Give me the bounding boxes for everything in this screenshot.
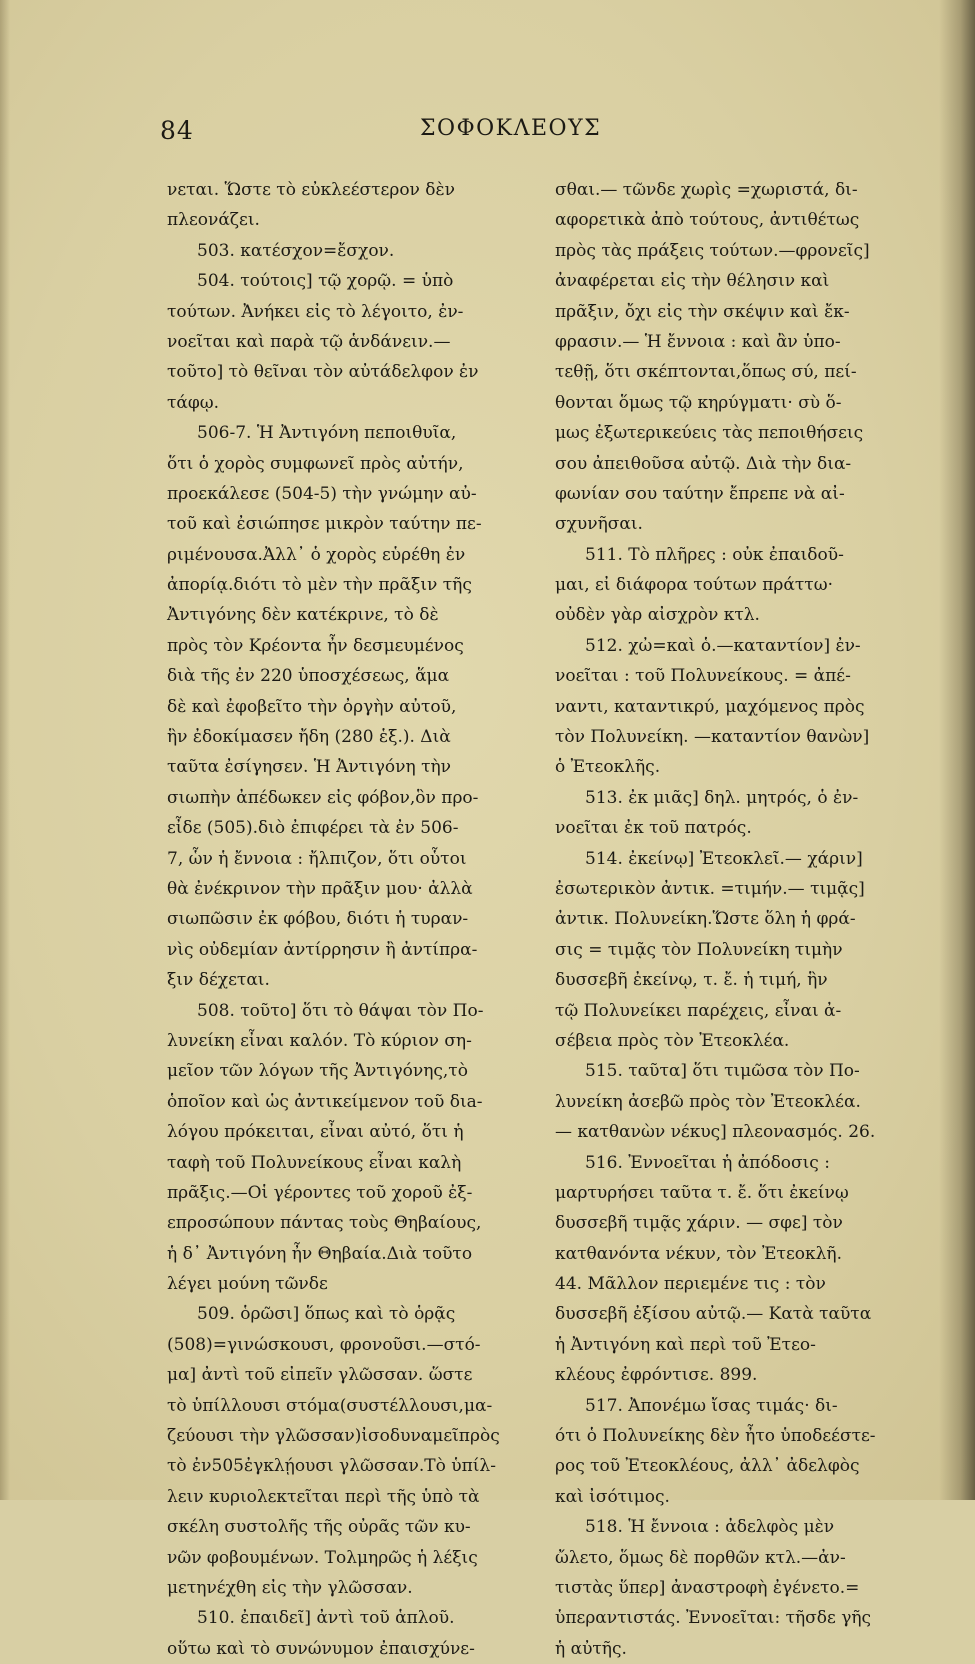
text-line: οὕτω καὶ τὸ συνώνυμον ἐπαισχύνε- [167,1638,475,1659]
text-line: καὶ ἰσότιμος. [555,1486,670,1507]
text-line: 509. ὁρῶσι] ὅπως καὶ τὸ ὁρᾷς [197,1304,456,1325]
text-line: τάφῳ. [167,392,220,413]
text-line: πρὸς τὸν Κρέοντα ἦν δεσμευμένος [167,635,464,656]
binding-gutter-shadow [939,0,975,1500]
text-line: προεκάλεσε (504-5) τὴν γνώμην αὐ- [167,483,477,504]
text-line: 518. Ἡ ἔννοια : ἀδελφὸς μὲν [585,1517,835,1538]
text-line: ρος τοῦ Ἐτεοκλέους, ἀλλ᾽ ἀδελφὸς [555,1456,860,1477]
text-line: 7, ὧν ἡ ἔννοια : ἤλπιζον, ὅτι οὗτοι [167,848,467,869]
text-line: ὑπεραντιστάς. Ἐννοεῖται: τῆσδε γῆς [555,1608,872,1629]
text-line: τὸν Πολυνείκη. —καταντίον θανὼν] [555,727,870,748]
page-header [160,116,830,156]
text-line: ναντι, καταντικρύ, μαχόμενος πρὸς [555,696,865,717]
text-line: ἐσωτερικὸν ἀντικ. =τιμήν.— τιμᾷς] [555,878,865,899]
text-line: διὰ τῆς ἐν 220 ὑποσχέσεως, ἅμα [167,666,450,687]
text-line: μετηνέχθη εἰς τὴν γλῶσσαν. [167,1577,413,1598]
text-line: τῷ Πολυνείκει παρέχεις, εἶναι ἀ- [555,1000,842,1021]
text-line: σου ἀπειθοῦσα αὐτῷ. Διὰ τὴν δια- [555,453,852,474]
text-line: 512. χὠ=καὶ ὁ.—καταντίον] ἐν- [585,635,861,656]
text-line: νῶν φοβουμένων. Τολμηρῶς ἡ λέξις [167,1547,478,1568]
running-head: ΣΟΦΟΚΛΕΟΥΣ [420,116,602,141]
text-line: εἶδε (505).διὸ ἐπιφέρει τὰ ἐν 506- [167,818,459,839]
text-line: σιωπὴν ἀπέδωκεν εἰς φόβον,ὃν προ- [167,787,479,808]
text-line: ὅτι ὁ χορὸς συμφωνεῖ πρὸς αὐτήν, [167,453,464,474]
text-line: 517. Ἀπονέμω ἴσας τιμάς· δι- [585,1395,838,1416]
text-line: θὰ ἐνέκρινον τὴν πρᾶξιν μου· ἀλλὰ [167,878,473,899]
text-line: λέγει μούνη τῶνδε [167,1274,328,1295]
text-line: κατθανόντα νέκυν, τὸν Ἐτεοκλῆ. [555,1243,842,1264]
text-line: μως ἐξωτερικεύεις τὰς πεποιθήσεις [555,423,864,444]
text-line: ὤλετο, ὅμως δὲ πορθῶν κτλ.—ἀν- [555,1547,846,1568]
text-line: (508)=γινώσκουσι, φρονοῦσι.—στό- [167,1334,481,1355]
text-line: λυνείκη εἶναι καλόν. Τὸ κύριον ση- [167,1030,472,1051]
text-line: 516. Ἐννοεῖται ἡ ἀπόδοσις : [585,1152,830,1173]
text-line: δυσσεβῆ ἐξίσου αὐτῷ.— Κατὰ ταῦτα [555,1304,872,1325]
text-line: ὁποῖον καὶ ὡς ἀντικείμενον τοῦ διa- [167,1091,483,1112]
text-line: νοεῖται : τοῦ Πολυνείκους. = ἀπέ- [555,666,851,687]
text-line: 508. τοῦτο] ὅτι τὸ θάψαι τὸν Πο- [197,1000,484,1021]
text-line: οὐδὲν γὰρ αἰσχρὸν κτλ. [555,605,760,626]
text-line: λειν κυριολεκτεῖται περὶ τῆς ὑπὸ τὰ [167,1486,480,1507]
text-line: σχυνῆσαι. [555,514,643,535]
text-line: 506-7. Ἡ Ἀντιγόνη πεποιθυῖα, [197,423,457,444]
text-line: πρὸς τὰς πράξεις τούτων.—φρονεῖς] [555,240,870,261]
left-text-column [167,175,527,1664]
text-line: ἡ Ἀντιγόνη καὶ περὶ τοῦ Ἐτεο- [555,1334,816,1355]
text-line: αφορετικὰ ἀπὸ τούτους, ἀντιθέτως [555,210,860,231]
text-line: νοεῖται καὶ παρὰ τῷ ἁνδάνειν.— [167,331,451,352]
text-line: 503. κατέσχον=ἔσχον. [197,240,395,261]
text-line: 515. ταῦτα] ὅτι τιμῶσα τὸν Πο- [585,1061,860,1082]
text-line: 514. ἐκείνῳ] Ἐτεοκλεῖ.— χάριν] [585,848,863,869]
text-line: φρασιν.— Ἡ ἔννοια : καὶ ἂν ὑπο- [555,331,841,352]
text-line: λυνείκη ἀσεβῶ πρὸς τὸν Ἐτεοκλέα. [555,1091,861,1112]
text-line: ἣν ἐδοκίμασεν ἤδη (280 ἑξ.). Διὰ [167,727,451,748]
text-line: τοῦτο] τὸ θεῖναι τὸν αὐτάδελφον ἐν [167,362,479,383]
text-line: ταῦτα ἐσίγησεν. Ἡ Ἀντιγόνη τὴν [167,757,451,778]
text-line: πλεονάζει. [167,210,260,231]
text-line: ριμένουσα.Ἀλλ᾽ ὁ χορὸς εὑρέθη ἐν [167,544,466,565]
text-line: — κατθανὼν νέκυς] πλεονασμός. 26. [555,1122,876,1143]
text-line: τεθῇ, ὅτι σκέπτονται,ὅπως σύ, πεί- [555,362,857,383]
text-line: 511. Τὸ πλῆρες : οὐκ ἐπαιδοῦ- [585,544,844,565]
text-line: ἀναφέρεται εἰς τὴν θέλησιν καὶ [555,271,830,292]
text-line: θονται ὅμως τῷ κηρύγματι· σὺ ὅ- [555,392,842,413]
text-line: ξιν δέχεται. [167,970,270,991]
text-line: μα] ἀντὶ τοῦ εἰπεῖν γλῶσσαν. ὥστε [167,1365,473,1386]
text-line: σθαι.— τῶνδε χωρὶς =χωριστά, δι- [555,180,858,200]
text-line: ταφὴ τοῦ Πολυνείκους εἶναι καλὴ [167,1152,462,1173]
text-line: νοεῖται ἐκ τοῦ πατρός. [555,818,752,839]
right-text-column [555,175,920,1664]
text-line: μαρτυρήσει ταῦτα τ. ἔ. ὅτι ἐκείνῳ [555,1182,849,1203]
text-line: ἀπορίᾳ.διότι τὸ μὲν τὴν πρᾶξιν τῆς [167,575,472,596]
text-line: πρᾶξις.—Οἱ γέροντες τοῦ χοροῦ ἐξ- [167,1182,473,1203]
text-line: λόγου πρόκειται, εἶναι αὐτό, ὅτι ἡ [167,1122,464,1143]
text-line: 504. τούτοις] τῷ χορῷ. = ὑπὸ [197,271,454,292]
text-line: σις = τιμᾷς τὸν Πολυνείκη τιμὴν [555,939,843,960]
text-line: δυσσεβῆ ἐκείνῳ, τ. ἔ. ἡ τιμή, ἣν [555,970,828,991]
text-line: ἡ αὐτῆς. [555,1638,627,1659]
text-line: τὸ ἐν505ἐγκλῄουσι γλῶσσαν.Τὸ ὑπίλ- [167,1456,496,1477]
text-line: σέβεια πρὸς τὸν Ἐτεοκλέα. [555,1030,790,1051]
text-line: κλέους ἐφρόντισε. 899. [555,1365,758,1386]
text-line: νὶς οὐδεμίαν ἀντίρρησιν ἢ ἀντίπρα- [167,939,478,960]
text-line: τιστὰς ὕπερ] ἀναστροφὴ ἐγένετο.= [555,1577,860,1598]
text-line: σιωπῶσιν ἐκ φόβου, διότι ἡ τυραν- [167,909,469,930]
text-line: μεῖον τῶν λόγων τῆς Ἀντιγόνης,τὸ [167,1061,468,1082]
text-line: δυσσεβῆ τιμᾷς χάριν. — σφε] τὸν [555,1213,843,1234]
page-left-edge-shadow [0,0,10,1500]
text-line: ότι ὁ Πολυνείκης δὲν ἦτο ὑποδεέστε- [555,1426,876,1447]
text-line: σκέλη συστολῆς τῆς οὐρᾶς τῶν κυ- [167,1517,471,1538]
text-line: νεται. Ὥστε τὸ εὐκλεέστερον δὲν [167,180,455,200]
text-line: 44. Μᾶλλον περιεμένε τις : τὸν [555,1274,826,1295]
text-line: επροσώπουν πάντας τοὺς Θηβαίους, [167,1213,482,1234]
text-line: τὸ ὑπίλλουσι στόμα(συστέλλουσι,μα- [167,1395,493,1416]
text-line: τοῦ καὶ ἐσιώπησε μικρὸν ταύτην πε- [167,514,482,535]
text-line: 510. ἐπαιδεῖ] ἀντὶ τοῦ ἁπλοῦ. [197,1608,455,1629]
text-line: ζεύουσι τὴν γλῶσσαν)ἰσοδυναμεῖπρὸς [167,1426,500,1447]
text-line: ἀντικ. Πολυνείκη.Ὥστε ὅλη ἡ φρά- [555,909,856,930]
text-line: φωνίαν σου ταύτην ἔπρεπε νὰ αἰ- [555,483,845,504]
text-line: δὲ καὶ ἐφοβεῖτο τὴν ὀργὴν αὐτοῦ, [167,696,457,717]
text-line: πρᾶξιν, ὄχι εἰς τὴν σκέψιν καὶ ἔκ- [555,301,850,322]
text-line: μαι, εἰ διάφορα τούτων πράττω· [555,575,833,596]
text-line: ὁ Ἐτεοκλῆς. [555,757,661,778]
text-line: ἡ δ᾽ Ἀντιγόνη ἦν Θηβαία.Διὰ τοῦτο [167,1243,473,1264]
text-line: τούτων. Ἀνήκει εἰς τὸ λέγοιτο, ἐν- [167,301,464,322]
text-line: Ἀντιγόνης δὲν κατέκρινε, τὸ δὲ [167,605,439,626]
text-line: 513. ἐκ μιᾶς] δηλ. μητρός, ὁ ἐν- [585,787,859,808]
page-number: 84 [160,116,194,145]
